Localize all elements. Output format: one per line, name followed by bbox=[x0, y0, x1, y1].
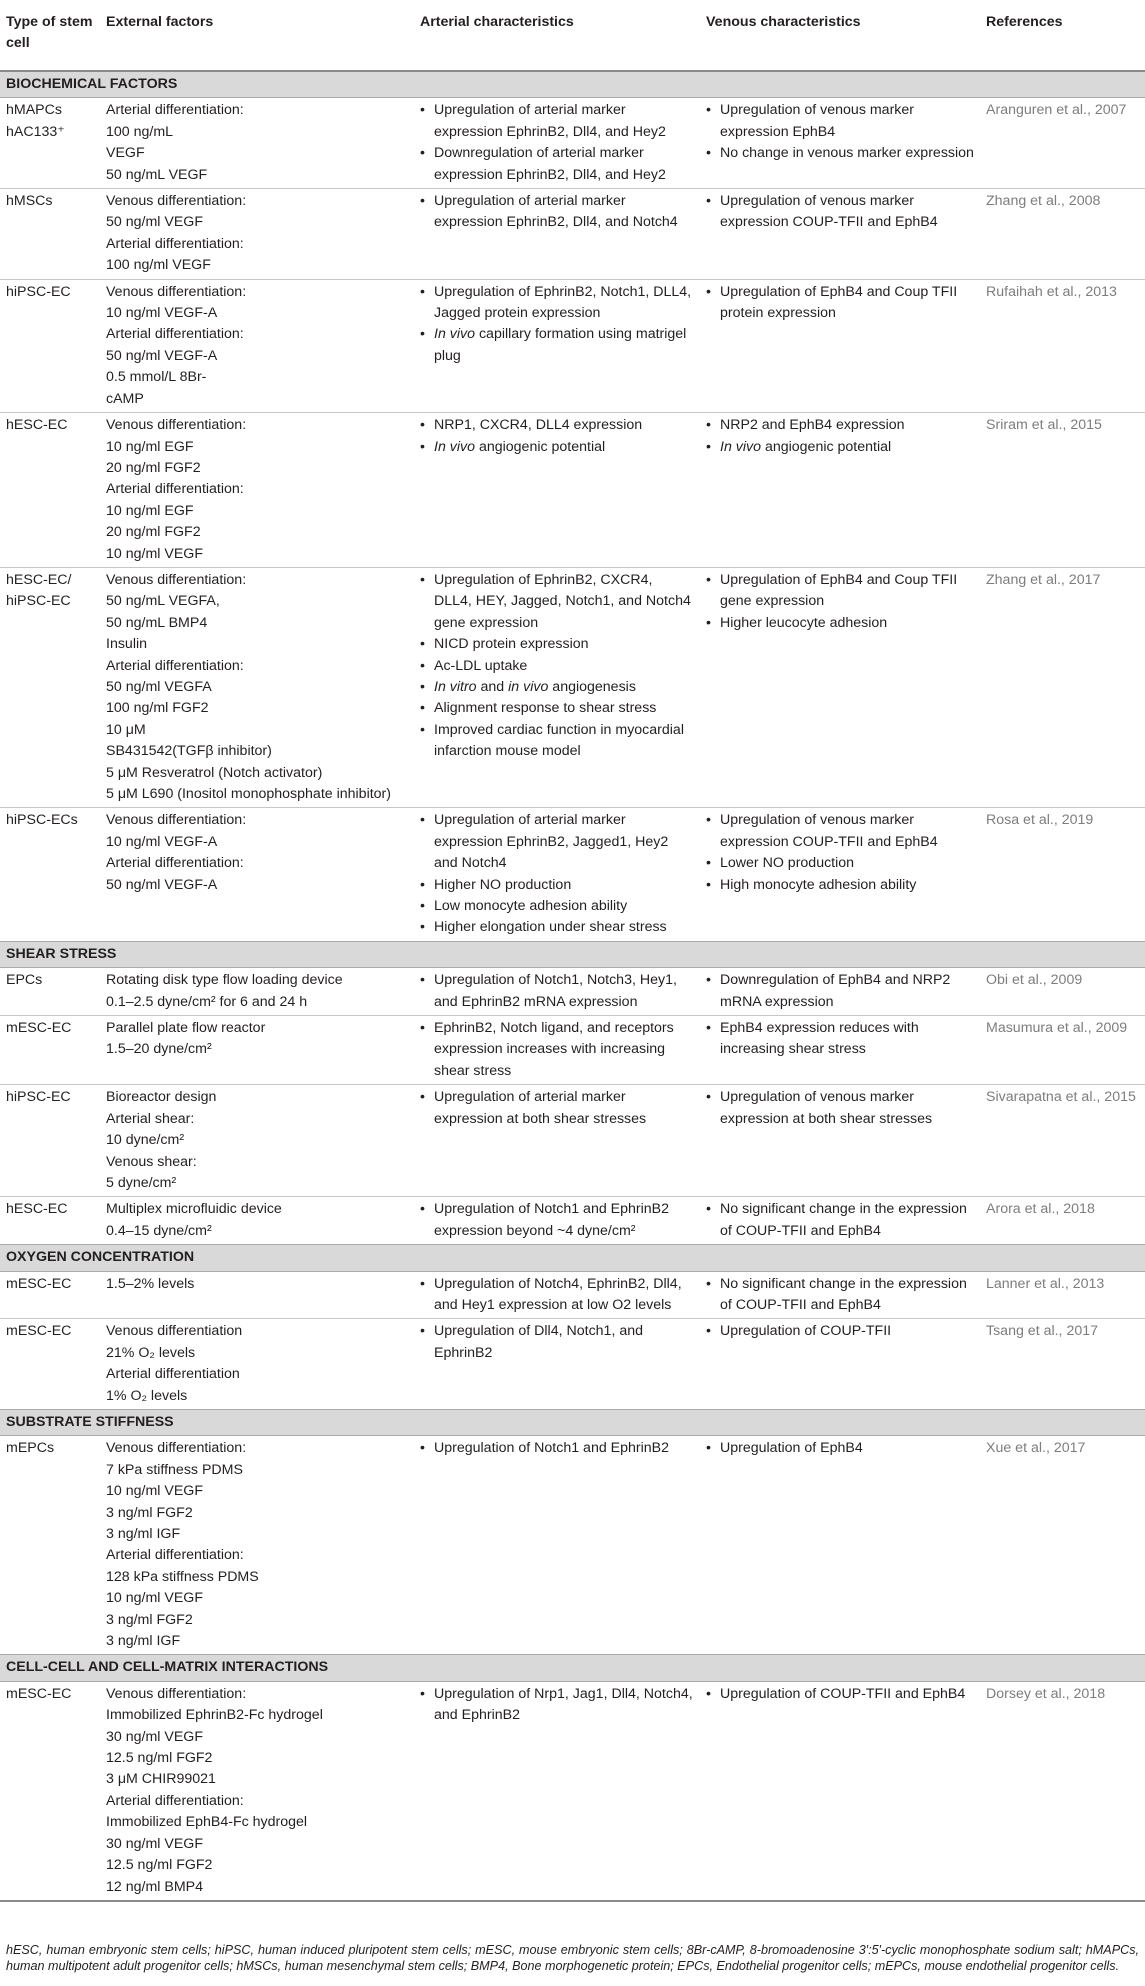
cell-line: mESC-EC bbox=[6, 1323, 72, 1340]
bullet-item: • Upregulation of arterial marker expression EphrinB2, Dll4, and Notch4 bbox=[420, 191, 694, 234]
bullet-list bbox=[420, 1087, 694, 1130]
table-row bbox=[0, 98, 1145, 189]
cell-type bbox=[0, 1436, 100, 1655]
cell-line: Venous differentiation: bbox=[106, 417, 247, 434]
cell-type bbox=[0, 279, 100, 412]
cell-line: 100 ng/ml FGF2 bbox=[106, 700, 209, 717]
cell-line: mEPCs bbox=[6, 1440, 55, 1457]
table-row bbox=[0, 1319, 1145, 1410]
cell-venous bbox=[700, 1197, 980, 1245]
cell-arterial bbox=[414, 279, 700, 412]
cell-factors bbox=[100, 808, 414, 941]
cell-line: 0.5 mmol/L 8Br- bbox=[106, 369, 207, 386]
data-table bbox=[0, 8, 1145, 1902]
cell-venous bbox=[700, 1681, 980, 1901]
bullet-item: • Upregulation of Notch1, Notch3, Hey1, and EphrinB2 mRNA expression bbox=[420, 970, 694, 1013]
bullet-item: • Upregulation of Notch1 and EphrinB2 expression beyond ~4 dyne/cm² bbox=[420, 1199, 694, 1242]
bullet-item: • Higher NO production bbox=[420, 875, 694, 896]
table-row bbox=[0, 413, 1145, 568]
cell-line: Arterial differentiation: bbox=[106, 481, 244, 498]
col-header-arterial: Arterial characteristics bbox=[420, 14, 574, 30]
cell-line: hESC-EC bbox=[6, 1201, 68, 1218]
cell-line: hiPSC-EC bbox=[6, 283, 71, 300]
bullet-list bbox=[706, 191, 974, 234]
cell-line: Venous differentiation bbox=[106, 1323, 243, 1340]
cell-arterial bbox=[414, 808, 700, 941]
bullet-item: • Downregulation of EphB4 and NRP2 mRNA expression bbox=[706, 970, 974, 1013]
section-row bbox=[0, 941, 1145, 967]
bullet-item: • High monocyte adhesion ability bbox=[706, 875, 974, 896]
bullet-item: • NRP1, CXCR4, DLL4 expression bbox=[420, 415, 694, 436]
cell-line: 12 ng/ml BMP4 bbox=[106, 1878, 203, 1895]
cell-venous bbox=[700, 98, 980, 189]
cell-arterial bbox=[414, 1271, 700, 1319]
cell-line: 0.4–15 dyne/cm² bbox=[106, 1222, 212, 1239]
cell-reference: Sriram et al., 2015 bbox=[986, 417, 1102, 434]
bullet-list bbox=[706, 810, 974, 896]
cell-line: 0.1–2.5 dyne/cm² for 6 and 24 h bbox=[106, 993, 308, 1010]
cell-reference: Arora et al., 2018 bbox=[986, 1201, 1095, 1218]
cell-line: Arterial differentiation: bbox=[106, 102, 244, 119]
bullet-item: • Upregulation of EphrinB2, CXCR4, DLL4, HEY, Jagged, Notch1, and Notch4 gene expression bbox=[420, 570, 694, 634]
cell-line: hiPSC-EC bbox=[6, 593, 71, 610]
bullet-item: • Upregulation of Dll4, Notch1, and EphrinB2 bbox=[420, 1321, 694, 1364]
cell-line: 20 ng/ml FGF2 bbox=[106, 459, 201, 476]
cell-arterial bbox=[414, 968, 700, 1016]
bullet-item: • Ac-LDL uptake bbox=[420, 656, 694, 677]
cell-line: Venous differentiation: bbox=[106, 193, 247, 210]
bullet-item: • Upregulation of EphB4 and Coup TFII gene expression bbox=[706, 570, 974, 613]
cell-line: 50 ng/ml VEGF-A bbox=[106, 347, 218, 364]
cell-factors bbox=[100, 413, 414, 568]
section-title: SHEAR STRESS bbox=[0, 941, 1145, 967]
cell-line: hiPSC-ECs bbox=[6, 812, 78, 829]
bullet-list bbox=[420, 191, 694, 234]
cell-reference: Lanner et al., 2013 bbox=[986, 1275, 1105, 1292]
cell-line: Insulin bbox=[106, 636, 148, 653]
cell-line: Immobilized EphB4-Fc hydrogel bbox=[106, 1814, 308, 1831]
table-row bbox=[0, 1436, 1145, 1655]
cell-reference: Xue et al., 2017 bbox=[986, 1440, 1086, 1457]
cell-reference: Dorsey et al., 2018 bbox=[986, 1685, 1106, 1702]
cell-line: Arterial differentiation: bbox=[106, 1547, 244, 1564]
cell-line: SB431542(TGFβ inhibitor) bbox=[106, 743, 272, 760]
cell-type bbox=[0, 808, 100, 941]
cell-factors bbox=[100, 1085, 414, 1197]
section-title: OXYGEN CONCENTRATION bbox=[0, 1245, 1145, 1271]
bullet-list bbox=[420, 970, 694, 1013]
cell-factors bbox=[100, 1436, 414, 1655]
cell-venous bbox=[700, 1016, 980, 1085]
cell-line: 10 ng/ml VEGF-A bbox=[106, 833, 218, 850]
cell-line: 20 ng/ml FGF2 bbox=[106, 524, 201, 541]
cell-venous bbox=[700, 1319, 980, 1410]
cell-arterial bbox=[414, 1681, 700, 1901]
cell-reference: Rufaihah et al., 2013 bbox=[986, 283, 1117, 300]
bullet-list bbox=[706, 1274, 974, 1317]
cell-line: VEGF bbox=[106, 145, 145, 162]
cell-factors bbox=[100, 1016, 414, 1085]
cell-line: 3 ng/ml IGF bbox=[106, 1633, 181, 1650]
cell-line: Arterial differentiation: bbox=[106, 326, 244, 343]
cell-line: 10 ng/ml EGF bbox=[106, 438, 194, 455]
bullet-list bbox=[420, 1684, 694, 1727]
col-header-factors: External factors bbox=[106, 14, 214, 30]
cell-type bbox=[0, 1085, 100, 1197]
cell-type bbox=[0, 98, 100, 189]
bullet-item: • NICD protein expression bbox=[420, 634, 694, 655]
bullet-item: • Upregulation of venous marker expression COUP-TFII and EphB4 bbox=[706, 191, 974, 234]
bullet-list bbox=[706, 282, 974, 325]
cell-line: hMAPCs bbox=[6, 102, 62, 119]
cell-reference: Tsang et al., 2017 bbox=[986, 1323, 1099, 1340]
section-title: CELL-CELL AND CELL-MATRIX INTERACTIONS bbox=[0, 1655, 1145, 1681]
table-row bbox=[0, 968, 1145, 1016]
col-header-type: Type of stem cell bbox=[6, 14, 93, 52]
cell-line: 128 kPa stiffness PDMS bbox=[106, 1568, 259, 1585]
cell-line: Arterial differentiation bbox=[106, 1366, 240, 1383]
cell-line: Arterial differentiation: bbox=[106, 855, 244, 872]
cell-line: 3 ng/ml IGF bbox=[106, 1526, 181, 1542]
cell-venous bbox=[700, 1271, 980, 1319]
bullet-item: • Higher leucocyte adhesion bbox=[706, 613, 974, 634]
cell-line: 5 dyne/cm² bbox=[106, 1174, 177, 1191]
bullet-list bbox=[706, 1018, 974, 1061]
section-row bbox=[0, 1655, 1145, 1681]
cell-line: 12.5 ng/ml FGF2 bbox=[106, 1857, 213, 1874]
bullet-item: • In vivo capillary formation using matrigel plug bbox=[420, 324, 694, 367]
bullet-item: • No change in venous marker expression bbox=[706, 143, 974, 164]
cell-arterial bbox=[414, 189, 700, 280]
bullet-list bbox=[706, 1087, 974, 1130]
cell-line: Venous differentiation: bbox=[106, 1685, 247, 1702]
cell-line: 21% O₂ levels bbox=[106, 1344, 196, 1361]
cell-line: Arterial differentiation: bbox=[106, 657, 244, 674]
cell-line: 10 ng/ml EGF bbox=[106, 502, 194, 519]
cell-line: Parallel plate flow reactor bbox=[106, 1020, 266, 1037]
cell-type bbox=[0, 413, 100, 568]
table-row bbox=[0, 1197, 1145, 1245]
cell-arterial bbox=[414, 1436, 700, 1655]
cell-reference: Sivarapatna et al., 2015 bbox=[986, 1089, 1136, 1106]
bullet-item: • Lower NO production bbox=[706, 853, 974, 874]
bullet-item: • Upregulation of arterial marker expression EphrinB2, Dll4, and Hey2 bbox=[420, 100, 694, 143]
cell-venous bbox=[700, 808, 980, 941]
cell-type bbox=[0, 1319, 100, 1410]
bullet-item: • Low monocyte adhesion ability bbox=[420, 896, 694, 917]
cell-type bbox=[0, 1016, 100, 1085]
cell-line: Venous shear: bbox=[106, 1153, 197, 1170]
section-title: BIOCHEMICAL FACTORS bbox=[0, 71, 1145, 98]
bullet-list bbox=[420, 100, 694, 186]
bullet-item: • Higher elongation under shear stress bbox=[420, 917, 694, 938]
cell-line: Arterial shear: bbox=[106, 1110, 195, 1127]
bullet-list bbox=[420, 570, 694, 763]
bullet-list bbox=[420, 1274, 694, 1317]
cell-reference: Obi et al., 2009 bbox=[986, 972, 1083, 989]
bullet-item: • Downregulation of arterial marker expression EphrinB2, Dll4, and Hey2 bbox=[420, 143, 694, 186]
cell-factors bbox=[100, 1197, 414, 1245]
cell-line: Multiplex microfluidic device bbox=[106, 1201, 282, 1218]
cell-factors bbox=[100, 1271, 414, 1319]
cell-arterial bbox=[414, 1197, 700, 1245]
cell-line: 100 ng/mL bbox=[106, 123, 174, 140]
cell-line: 12.5 ng/ml FGF2 bbox=[106, 1750, 213, 1767]
cell-venous bbox=[700, 1436, 980, 1655]
cell-arterial bbox=[414, 1016, 700, 1085]
cell-line: hESC-EC bbox=[6, 417, 68, 434]
cell-venous bbox=[700, 1085, 980, 1197]
bullet-item: • No significant change in the expression of COUP-TFII and EphB4 bbox=[706, 1274, 974, 1317]
bullet-item: • Upregulation of venous marker expression COUP-TFII and EphB4 bbox=[706, 810, 974, 853]
cell-line: 30 ng/ml VEGF bbox=[106, 1835, 203, 1852]
bullet-list bbox=[420, 415, 694, 458]
bullet-item: • Upregulation of EphB4 and Coup TFII protein expression bbox=[706, 282, 974, 325]
cell-type bbox=[0, 567, 100, 807]
cell-line: Bioreactor design bbox=[106, 1089, 217, 1106]
table-row bbox=[0, 189, 1145, 280]
table-row bbox=[0, 1016, 1145, 1085]
cell-line: Venous differentiation: bbox=[106, 571, 247, 588]
cell-line: hAC133⁺ bbox=[6, 123, 65, 140]
table-row bbox=[0, 567, 1145, 807]
cell-factors bbox=[100, 98, 414, 189]
section-row bbox=[0, 1409, 1145, 1435]
cell-line: 50 ng/ml VEGFA bbox=[106, 678, 212, 695]
cell-line: Arterial differentiation: bbox=[106, 235, 244, 252]
cell-line: 1.5–20 dyne/cm² bbox=[106, 1041, 212, 1058]
cell-reference: Zhang et al., 2017 bbox=[986, 571, 1101, 588]
bullet-item: • Upregulation of Nrp1, Jag1, Dll4, Notch4, and EphrinB2 bbox=[420, 1684, 694, 1727]
cell-line: 30 ng/ml VEGF bbox=[106, 1728, 203, 1745]
cell-line: 50 ng/mL VEGF bbox=[106, 166, 208, 183]
table-row bbox=[0, 1681, 1145, 1901]
bullet-list bbox=[706, 100, 974, 164]
cell-line: mESC-EC bbox=[6, 1685, 72, 1702]
cell-type bbox=[0, 189, 100, 280]
cell-arterial bbox=[414, 1085, 700, 1197]
cell-venous bbox=[700, 567, 980, 807]
bullet-item: • Upregulation of arterial marker expression EphrinB2, Jagged1, Hey2 and Notch4 bbox=[420, 810, 694, 874]
cell-arterial bbox=[414, 1319, 700, 1410]
cell-factors bbox=[100, 968, 414, 1016]
bullet-item: • NRP2 and EphB4 expression bbox=[706, 415, 974, 436]
cell-reference: Zhang et al., 2008 bbox=[986, 193, 1101, 210]
cell-arterial bbox=[414, 98, 700, 189]
bullet-list bbox=[706, 1438, 974, 1459]
cell-line: 50 ng/ml VEGF bbox=[106, 214, 203, 231]
cell-line: 10 dyne/cm² bbox=[106, 1132, 185, 1149]
cell-line: 3 μM CHIR99021 bbox=[106, 1771, 216, 1788]
cell-line: Venous differentiation: bbox=[106, 283, 247, 300]
cell-line: Rotating disk type flow loading device bbox=[106, 972, 343, 989]
cell-line: 1% O₂ levels bbox=[106, 1387, 188, 1404]
table-row bbox=[0, 1271, 1145, 1319]
bullet-item: • In vivo angiogenic potential bbox=[706, 437, 974, 458]
bullet-list bbox=[420, 1199, 694, 1242]
bullet-list bbox=[706, 970, 974, 1013]
col-header-references: References bbox=[986, 14, 1063, 30]
cell-arterial bbox=[414, 567, 700, 807]
cell-line: 10 ng/ml VEGF bbox=[106, 1590, 203, 1607]
bullet-item: • Upregulation of EphB4 bbox=[706, 1438, 974, 1459]
cell-line: 50 ng/ml VEGF-A bbox=[106, 876, 218, 893]
bullet-item: • Improved cardiac function in myocardial infarction mouse model bbox=[420, 720, 694, 763]
cell-venous bbox=[700, 968, 980, 1016]
bullet-item: • Upregulation of arterial marker expression at both shear stresses bbox=[420, 1087, 694, 1130]
cell-line: 50 ng/mL BMP4 bbox=[106, 614, 208, 631]
bullet-list bbox=[706, 1199, 974, 1242]
bullet-item: • In vitro and in vivo angiogenesis bbox=[420, 677, 694, 698]
bullet-item: • Upregulation of Notch1 and EphrinB2 bbox=[420, 1438, 694, 1459]
bullet-item: • EphB4 expression reduces with increasing shear stress bbox=[706, 1018, 974, 1061]
bullet-list bbox=[420, 1321, 694, 1364]
cell-reference: Rosa et al., 2019 bbox=[986, 812, 1094, 829]
table-row bbox=[0, 279, 1145, 412]
cell-line: Venous differentiation: bbox=[106, 1440, 247, 1457]
cell-line: 5 μM Resveratrol (Notch activator) bbox=[106, 764, 323, 781]
cell-type bbox=[0, 968, 100, 1016]
cell-line: 10 ng/ml VEGF bbox=[106, 545, 203, 562]
cell-reference: Masumura et al., 2009 bbox=[986, 1020, 1128, 1037]
cell-factors bbox=[100, 1681, 414, 1901]
cell-line: Immobilized EphrinB2-Fc hydrogel bbox=[106, 1707, 323, 1724]
section-row bbox=[0, 71, 1145, 98]
bullet-list bbox=[420, 1018, 694, 1082]
cell-line: 5 μM L690 (Inositol monophosphate inhibitor) bbox=[106, 786, 391, 802]
bullet-list bbox=[420, 1438, 694, 1459]
cell-line: 1.5–2% levels bbox=[106, 1275, 195, 1292]
cell-line: hiPSC-EC bbox=[6, 1089, 71, 1106]
bullet-list bbox=[706, 1684, 974, 1705]
table-footnote: hESC, human embryonic stem cells; hiPSC, human induced pluripotent stem cells; mESC, mouse embryonic stem cells; 8Br-cAMP, 8-bromoadenosine 3′:5′-cyclic monophosphate sodium salt; hMAPCs, human multipotent adult progenitor cells; hMSCs, human mesenchymal stem cells; BMP4, Bone morphogenetic protein; EPCs, Endothelial progenitor cells; mEPCs, mouse endothelial progenitor cells. bbox=[6, 1943, 1139, 1973]
section-row bbox=[0, 1245, 1145, 1271]
cell-venous bbox=[700, 413, 980, 568]
section-title: SUBSTRATE STIFFNESS bbox=[0, 1409, 1145, 1435]
bullet-list bbox=[706, 570, 974, 634]
bullet-item: • Upregulation of venous marker expression at both shear stresses bbox=[706, 1087, 974, 1130]
cell-type bbox=[0, 1271, 100, 1319]
bullet-list bbox=[706, 1321, 974, 1342]
cell-reference: Aranguren et al., 2007 bbox=[986, 102, 1127, 119]
cell-line: 100 ng/ml VEGF bbox=[106, 257, 211, 274]
cell-line: 50 ng/mL VEGFA, bbox=[106, 593, 220, 610]
table-row bbox=[0, 808, 1145, 941]
bullet-item: • In vivo angiogenic potential bbox=[420, 437, 694, 458]
cell-type bbox=[0, 1681, 100, 1901]
cell-line: mESC-EC bbox=[6, 1275, 72, 1292]
cell-line: cAMP bbox=[106, 390, 144, 407]
bullet-item: • Upregulation of Notch4, EphrinB2, Dll4, and Hey1 expression at low O2 levels bbox=[420, 1274, 694, 1317]
bullet-item: • Upregulation of COUP-TFII bbox=[706, 1321, 974, 1342]
cell-factors bbox=[100, 189, 414, 280]
bullet-item: • No significant change in the expression of COUP-TFII and EphB4 bbox=[706, 1199, 974, 1242]
cell-factors bbox=[100, 1319, 414, 1410]
header-row bbox=[0, 8, 1145, 71]
cell-line: 3 ng/ml FGF2 bbox=[106, 1611, 193, 1628]
cell-venous bbox=[700, 279, 980, 412]
cell-line: 10 ng/ml VEGF bbox=[106, 1483, 203, 1500]
bullet-item: • EphrinB2, Notch ligand, and receptors expression increases with increasing shear stress bbox=[420, 1018, 694, 1082]
cell-line: mESC-EC bbox=[6, 1020, 72, 1037]
cell-line: Venous differentiation: bbox=[106, 812, 247, 829]
cell-line: 7 kPa stiffness PDMS bbox=[106, 1461, 243, 1478]
cell-line: 10 μM bbox=[106, 721, 146, 738]
col-header-venous: Venous characteristics bbox=[706, 14, 861, 30]
table-row bbox=[0, 1085, 1145, 1197]
cell-line: 10 ng/ml VEGF-A bbox=[106, 305, 218, 322]
bullet-list bbox=[420, 810, 694, 938]
cell-line: EPCs bbox=[6, 972, 43, 989]
cell-factors bbox=[100, 567, 414, 807]
table-body bbox=[0, 71, 1145, 1901]
bullet-list bbox=[420, 282, 694, 368]
cell-arterial bbox=[414, 413, 700, 568]
bullet-list bbox=[706, 415, 974, 458]
cell-line: hESC-EC/ bbox=[6, 571, 72, 588]
cell-line: 3 ng/ml FGF2 bbox=[106, 1504, 193, 1521]
cell-type bbox=[0, 1197, 100, 1245]
bullet-item: • Upregulation of EphrinB2, Notch1, DLL4, Jagged protein expression bbox=[420, 282, 694, 325]
cell-line: hMSCs bbox=[6, 193, 53, 210]
cell-line: Arterial differentiation: bbox=[106, 1792, 244, 1809]
bullet-item: • Upregulation of COUP-TFII and EphB4 bbox=[706, 1684, 974, 1705]
bullet-item: • Alignment response to shear stress bbox=[420, 698, 694, 719]
bullet-item: • Upregulation of venous marker expression EphB4 bbox=[706, 100, 974, 143]
cell-factors bbox=[100, 279, 414, 412]
cell-venous bbox=[700, 189, 980, 280]
